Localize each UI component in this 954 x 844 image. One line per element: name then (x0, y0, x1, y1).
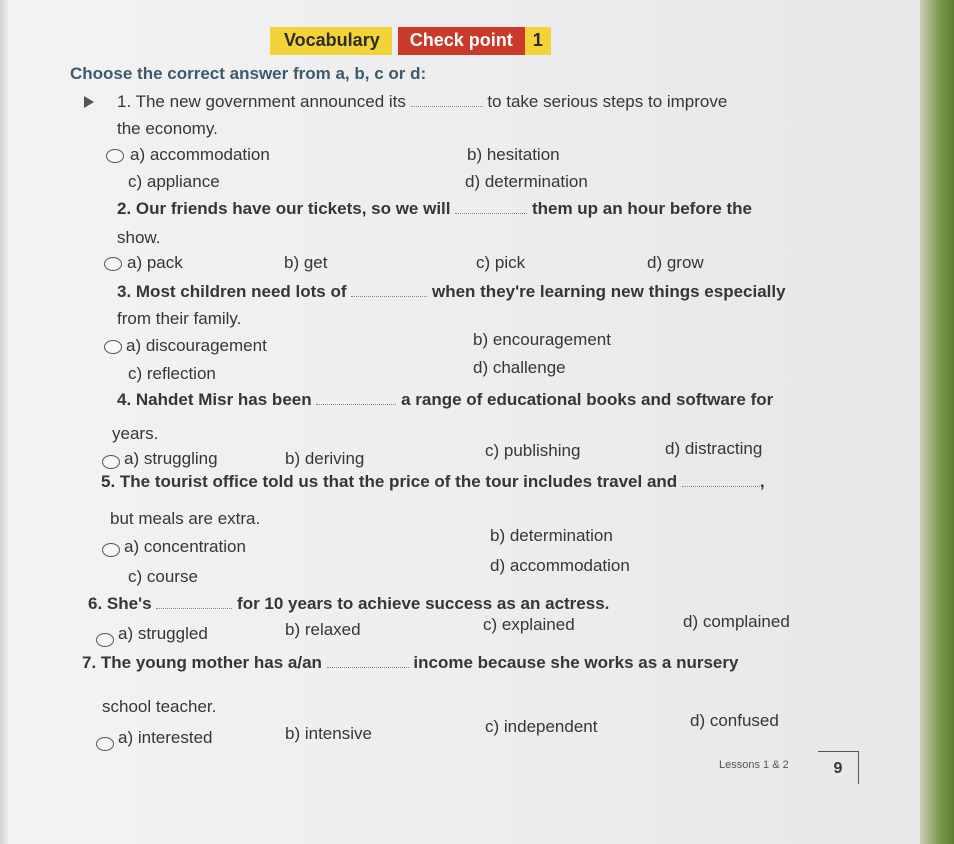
option-a: a) discouragement (126, 336, 267, 355)
option-c: c) appliance (128, 172, 220, 191)
option-a: a) struggled (118, 624, 208, 643)
question-7-line-2: school teacher. (102, 697, 217, 716)
question-6-line-1: 6. She's for 10 years to achieve success as an actress. (88, 594, 610, 613)
option-d: d) complained (683, 612, 790, 631)
page-number: 9 (818, 751, 859, 784)
header-check-point: Check point (398, 27, 525, 55)
option-c: c) explained (483, 615, 575, 634)
answer-blank (411, 94, 483, 107)
instruction-text: Choose the correct answer from a, b, c or d: (70, 64, 427, 83)
header-vocabulary: Vocabulary (270, 27, 392, 55)
option-c: c) course (128, 567, 198, 586)
question-3-line-1: 3. Most children need lots of when they're learning new things especially (117, 282, 786, 301)
option-c: c) reflection (128, 364, 216, 383)
option-a: a) struggling (124, 449, 218, 468)
option-radio[interactable] (96, 633, 114, 647)
option-d: d) challenge (473, 358, 566, 377)
option-radio[interactable] (96, 737, 114, 751)
option-b: b) get (284, 253, 328, 272)
option-radio[interactable] (106, 149, 124, 163)
question-5-line-1: 5. The tourist office told us that the price of the tour includes travel and , (101, 472, 765, 491)
option-radio[interactable] (104, 257, 122, 271)
question-1-line-1: 1. The new government announced its to take serious steps to improve (117, 92, 728, 111)
option-c: c) independent (485, 717, 598, 736)
answer-blank (316, 392, 396, 405)
option-d: d) grow (647, 253, 704, 272)
header-number: 1 (525, 27, 551, 55)
option-b: b) relaxed (285, 620, 361, 639)
option-d: d) confused (690, 711, 779, 730)
question-3-line-2: from their family. (117, 309, 242, 328)
option-radio[interactable] (104, 340, 122, 354)
option-c: c) pick (476, 253, 526, 272)
page-right-edge (920, 0, 954, 844)
pointer-arrow-icon (84, 96, 94, 108)
section-header (270, 27, 551, 55)
footer-lessons: Lessons 1 & 2 (719, 759, 789, 771)
option-b: b) intensive (285, 724, 372, 743)
option-radio[interactable] (102, 543, 120, 557)
option-b: b) hesitation (467, 145, 560, 164)
question-5-line-2: but meals are extra. (110, 509, 261, 528)
answer-blank (351, 284, 427, 297)
option-b: b) determination (490, 526, 613, 545)
option-b: b) deriving (285, 449, 365, 468)
answer-blank (156, 596, 232, 609)
question-2-line-1: 2. Our friends have our tickets, so we will them up an hour before the (117, 199, 753, 218)
option-b: b) encouragement (473, 330, 611, 349)
option-d: d) distracting (665, 439, 763, 458)
option-d: d) accommodation (490, 556, 630, 575)
option-a: a) accommodation (130, 145, 270, 164)
question-2-line-2: show. (117, 228, 161, 247)
question-7-line-1: 7. The young mother has a/an income because she works as a nursery (82, 653, 739, 672)
option-radio[interactable] (102, 455, 120, 469)
page-left-edge (0, 0, 8, 844)
question-4-line-1: 4. Nahdet Misr has been a range of educational books and software for (117, 390, 774, 409)
option-a: a) pack (127, 253, 183, 272)
option-a: a) concentration (124, 537, 246, 556)
option-a: a) interested (118, 728, 213, 747)
answer-blank (682, 474, 760, 487)
option-c: c) publishing (485, 441, 581, 460)
answer-blank (455, 201, 527, 214)
question-1-line-2: the economy. (117, 119, 218, 138)
question-4-line-2: years. (112, 424, 159, 443)
answer-blank (327, 655, 409, 668)
option-d: d) determination (465, 172, 588, 191)
